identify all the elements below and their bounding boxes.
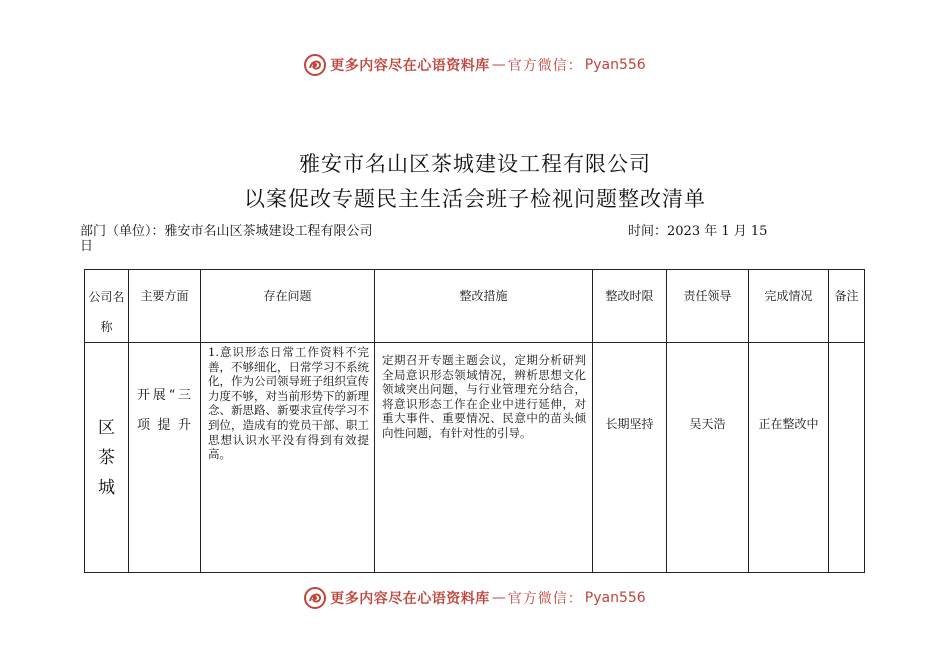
banner-account-text: Pyan556: [584, 590, 646, 606]
top-watermark-banner: [0, 53, 950, 77]
document-title-line2: 以案促改专题民主生活会班子检视问题整改清单: [244, 187, 706, 211]
banner-dash: —: [491, 590, 506, 606]
banner-brand-text: 更多内容尽在心语资料库: [330, 58, 490, 74]
header-deadline: 整改时限: [593, 270, 667, 343]
banner-brand-text: 更多内容尽在心语资料库: [330, 591, 490, 607]
cell-remark: [829, 343, 865, 573]
cell-problem: 1.意识形态日常工作资料不完善，不够细化，日常学习不系统化，作为公司领导班子组织宣传力度不够，对当前形势下的新理念、新思路、新要求宣传学习不到位，造成有的党员干部、职工思想认识水平没有得到有效提高。: [201, 343, 375, 573]
cell-aspect: 开展“三项提升: [129, 343, 201, 573]
time-label: 时间：2023 年 1 月 15: [628, 224, 768, 239]
cell-leader: 吴天浩: [667, 343, 749, 573]
table-header-row: [85, 270, 865, 343]
banner-wechat-label: 官方微信：: [507, 591, 583, 607]
banner-dash: —: [491, 57, 506, 73]
header-measure: 整改措施: [375, 270, 593, 343]
header-problem: 存在问题: [201, 270, 375, 343]
cell-deadline: 长期坚持: [593, 343, 667, 573]
time-day-label: 日: [80, 239, 94, 254]
red-swirl-logo-icon: [304, 54, 326, 76]
red-swirl-logo-icon: [304, 587, 326, 609]
header-company: 公司名称: [85, 270, 129, 343]
department-label: 部门（单位）：雅安市名山区茶城建设工程有限公司: [80, 224, 373, 239]
header-remark: 备注: [829, 270, 865, 343]
table-row: [85, 343, 865, 573]
rectification-table: [84, 269, 865, 573]
cell-status: 正在整改中: [749, 343, 829, 573]
cell-company: 区茶城: [85, 343, 129, 573]
header-aspect: 主要方面: [129, 270, 201, 343]
document-title-line1: 雅安市名山区茶城建设工程有限公司: [299, 152, 651, 176]
cell-measure: 定期召开专题主题会议，定期分析研判全局意识形态领域情况，辨析思想文化领域突出问题，与行业管理充分结合，将意识形态工作在企业中进行延伸，对重大事件、重要情况、民意中的苗头倾向性问题，有针对性的引导。: [375, 343, 593, 573]
header-leader: 责任领导: [667, 270, 749, 343]
banner-account-text: Pyan556: [584, 57, 646, 73]
banner-wechat-label: 官方微信：: [507, 58, 583, 74]
header-status: 完成情况: [749, 270, 829, 343]
bottom-watermark-banner: [0, 586, 950, 610]
